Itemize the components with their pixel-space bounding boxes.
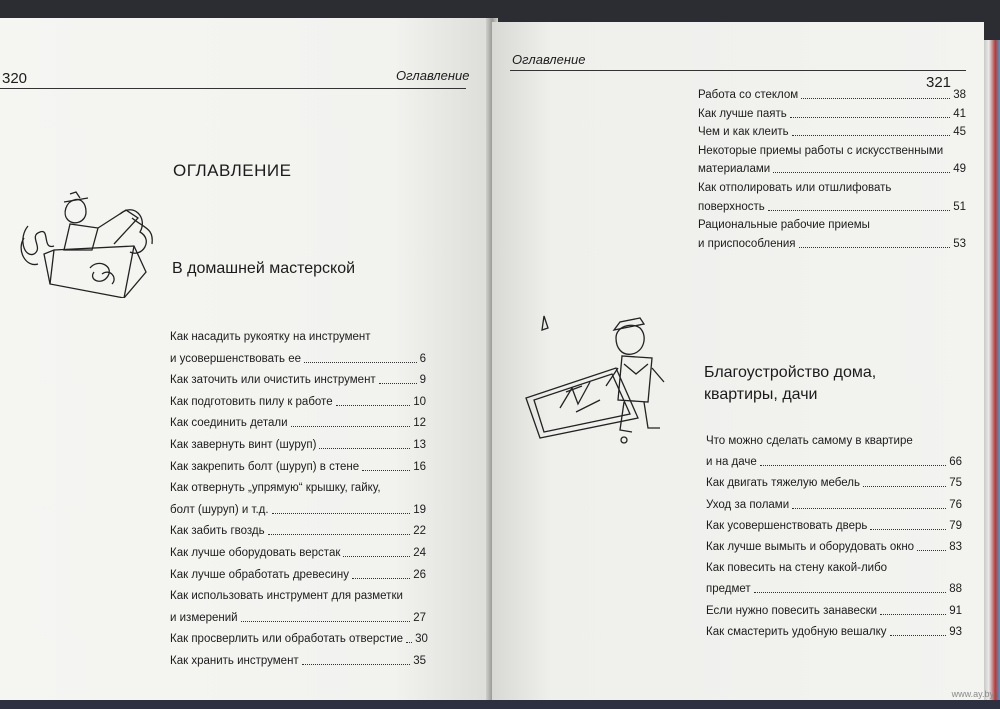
toc-entry-text: Как просверлить или обработать отверстие — [170, 633, 404, 646]
watermark: www.ay.by — [951, 689, 994, 699]
dot-leader — [760, 465, 946, 466]
toc-entry — [170, 524, 426, 538]
dot-leader — [362, 470, 410, 471]
toc-entry — [170, 395, 426, 409]
toc-entry — [698, 237, 966, 251]
toc-entry — [698, 144, 966, 158]
toc-entry-page: 6 — [419, 352, 426, 365]
toc-entry — [170, 330, 426, 344]
toc-entry — [706, 625, 962, 639]
dot-leader — [792, 508, 946, 509]
dot-leader — [268, 534, 411, 535]
right-header-rule — [510, 70, 966, 71]
toc-entry-page: 22 — [413, 525, 426, 538]
toc-entry — [706, 540, 962, 554]
toc-entry — [706, 582, 962, 596]
toc-entry-text: Как повесить на стену какой-либо — [706, 562, 888, 575]
toc-entry — [698, 88, 966, 102]
toc-entry-page: 93 — [949, 625, 962, 638]
left-header-rule — [0, 88, 466, 89]
toc-entry-text: Как использовать инструмент для разметки — [170, 590, 403, 603]
toc-entry — [706, 434, 962, 448]
toc-entry-page: 9 — [419, 374, 426, 387]
dot-leader — [291, 426, 411, 427]
left-page — [0, 18, 492, 702]
toc-entry-text: Как хранить инструмент — [170, 655, 299, 667]
right-page — [492, 22, 984, 706]
right-running-head: Оглавление — [512, 52, 586, 67]
toc-entry-text: Как насадить рукоятку на инструмент — [170, 331, 371, 343]
toc-entry — [698, 218, 966, 232]
toc-entry — [170, 654, 426, 668]
toc-entry-text: Работа со стеклом — [698, 89, 799, 101]
dot-leader — [241, 621, 411, 622]
section-title-workshop: В домашней мастерской — [172, 260, 356, 277]
toc-entry-text: Как лучше паять — [698, 107, 787, 120]
toc-entry-text: Как смастерить удобную вешалку — [706, 625, 887, 638]
toc-entry-page: 16 — [413, 460, 426, 473]
right-page-number: 321 — [926, 74, 952, 91]
toc-entry — [170, 438, 426, 452]
toc-entry-page: 79 — [949, 519, 962, 532]
toc-heading: ОГЛАВЛЕНИЕ — [173, 161, 292, 180]
toc-entry — [170, 416, 426, 430]
toc-entry — [706, 498, 962, 512]
toc-entry-page: 49 — [953, 163, 966, 176]
toc-entry-text: Чем и как клеить — [698, 126, 789, 139]
toc-entry-page: 38 — [953, 89, 966, 101]
toc-entry — [170, 632, 426, 646]
toc-entry — [706, 604, 962, 618]
toc-entry-page: 12 — [413, 417, 426, 430]
toc-entry-text: поверхность — [698, 200, 765, 213]
toc-entry-page: 27 — [413, 611, 426, 624]
dot-leader — [379, 383, 417, 384]
toc-entry-page: 41 — [953, 107, 966, 120]
toc-entry-page: 75 — [949, 477, 962, 490]
toc-entry-page: 24 — [413, 547, 426, 559]
toc-entry — [170, 568, 426, 582]
section-title-home-line1: Благоустройство дома, — [704, 364, 877, 381]
toc-entry-page: 83 — [949, 541, 962, 553]
toc-entry — [706, 476, 962, 490]
toc-entry-text: Как двигать тяжелую мебель — [706, 477, 860, 490]
toc-entry-text: Как отвернуть „упрямую“ крышку, гайку, — [170, 482, 381, 495]
dot-leader — [336, 405, 411, 406]
dot-leader — [343, 556, 410, 557]
toc-entry-page: 45 — [953, 126, 966, 139]
toc-entry-page: 26 — [413, 568, 426, 581]
toc-entry-text: Если нужно повесить занавески — [706, 604, 878, 617]
toc-entry — [706, 519, 962, 533]
toc-entry-text: Что можно сделать самому в квартире — [706, 435, 913, 447]
dot-leader — [352, 578, 410, 579]
toc-entry-page: 51 — [953, 200, 966, 213]
toc-entry — [170, 481, 426, 495]
toc-entry — [698, 200, 966, 214]
dot-leader — [319, 448, 410, 449]
toc-entry-text: Как закрепить болт (шуруп) в стене — [170, 460, 360, 473]
dot-leader — [890, 635, 947, 636]
dot-leader — [801, 98, 950, 99]
dot-leader — [272, 513, 411, 514]
toc-entry — [706, 561, 962, 575]
toc-entry — [170, 546, 426, 560]
page-edges — [984, 40, 1000, 709]
toc-entry-text: и усовершенствовать ее — [170, 352, 302, 365]
toc-entry-page: 30 — [415, 633, 428, 646]
toc-entry — [170, 373, 426, 387]
toc-entry-text: Как отполировать или отшлифовать — [698, 182, 892, 194]
toc-entry-text: Как лучше вымыть и оборудовать окно — [706, 541, 915, 553]
toc-entry — [698, 107, 966, 121]
toc-entry-text: болт (шуруп) и т.д. — [170, 503, 269, 516]
toc-entry-page: 19 — [413, 503, 426, 516]
dot-leader — [863, 486, 946, 487]
toc-entry-text: Как заточить или очистить инструмент — [170, 374, 376, 387]
dot-leader — [304, 362, 417, 363]
dot-leader — [406, 642, 412, 643]
toc-entry-text: Как подготовить пилу к работе — [170, 395, 333, 408]
dot-leader — [792, 135, 951, 136]
toc-entry — [170, 352, 426, 366]
toc-entry — [170, 589, 426, 603]
dot-leader — [799, 247, 951, 248]
toc-entry — [698, 181, 966, 195]
dot-leader — [790, 117, 951, 118]
toc-entry-text: Как усовершенствовать дверь — [706, 519, 868, 532]
toc-entry-text: и приспособления — [698, 237, 796, 250]
workshop-illustration — [14, 188, 164, 298]
left-page-number: 320 — [2, 70, 28, 87]
toc-entry-text: Уход за полами — [706, 498, 790, 511]
toc-entry — [170, 503, 426, 517]
toc-entry — [706, 455, 962, 469]
toc-entry-page: 53 — [953, 237, 966, 250]
toc-entry-page: 13 — [413, 439, 426, 451]
dot-leader — [773, 172, 950, 173]
toc-entry-text: Как лучше оборудовать верстак — [170, 547, 341, 559]
toc-entry-page: 66 — [949, 456, 962, 469]
table-surface — [0, 700, 1000, 709]
dot-leader — [917, 550, 946, 551]
toc-entry-text: и измерений — [170, 611, 238, 624]
toc-entry-page: 76 — [949, 498, 962, 511]
toc-entry-text: Рациональные рабочие приемы — [698, 219, 870, 232]
toc-entry-text: Как завернуть винт (шуруп) — [170, 439, 317, 451]
painter-illustration — [520, 308, 680, 448]
toc-entry-page: 88 — [949, 583, 962, 596]
toc-entry-text: Как лучше обработать древесину — [170, 568, 349, 581]
toc-entry-text: Как соединить детали — [170, 417, 288, 430]
dot-leader — [768, 210, 950, 211]
toc-entry-page: 91 — [949, 604, 962, 617]
dot-leader — [870, 529, 946, 530]
toc-entry-text: и на даче — [706, 456, 757, 469]
toc-entry — [170, 611, 426, 625]
left-running-head: Оглавление — [396, 68, 470, 83]
toc-entry-text: материалами — [698, 163, 771, 176]
dot-leader — [880, 614, 946, 615]
toc-entry — [698, 125, 966, 139]
toc-entry-text: предмет — [706, 583, 751, 596]
toc-entry — [698, 162, 966, 176]
toc-entry — [170, 460, 426, 474]
toc-entry-text: Как забить гвоздь — [170, 525, 265, 538]
toc-entry-page: 35 — [413, 655, 426, 667]
toc-entry-text: Некоторые приемы работы с искусственными — [698, 144, 944, 157]
section-title-home-line2: квартиры, дачи — [704, 386, 818, 403]
dot-leader — [302, 664, 411, 665]
dot-leader — [754, 592, 947, 593]
toc-entry-page: 10 — [413, 395, 426, 408]
